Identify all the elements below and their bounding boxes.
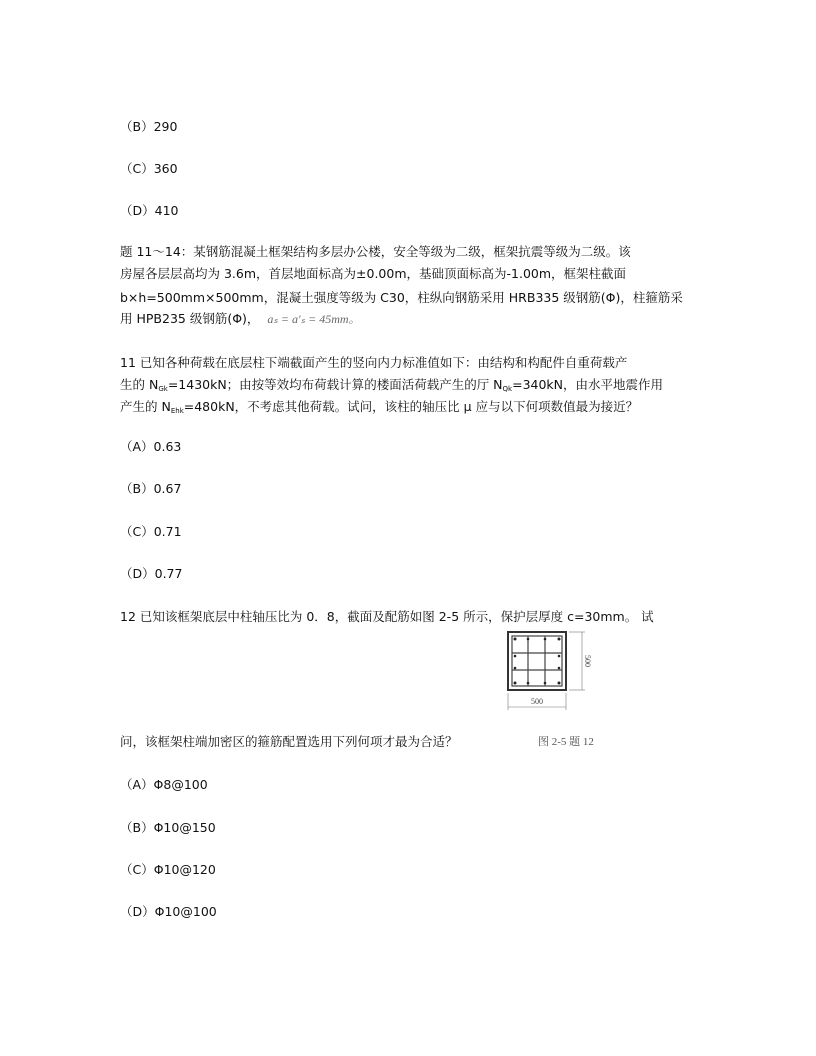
figure-caption: 图 2-5 题 12: [538, 736, 594, 748]
q11-option-d: （D）0.77: [120, 566, 183, 581]
q11-option-a: （A）0.63: [120, 439, 182, 454]
q12-option-b: （B）Φ10@150: [120, 820, 216, 835]
q11-option-b: （B）0.67: [120, 481, 182, 496]
option-c: （C）360: [120, 161, 178, 176]
q11-line: 11 已知各种荷载在底层柱下端截面产生的竖向内力标准值如下：由结构和构配件自重荷载产: [120, 355, 628, 370]
q12-option-d: （D）Φ10@100: [120, 904, 217, 919]
intro-line: 房屋各层层高均为 3.6m，首层地面标高为±0.00m，基础顶面标高为-1.00m，框架柱截面: [120, 266, 627, 281]
q11-line: 生的 $N_{Gk}=1430kN$；由按等效均布荷载计算的楼面活荷载产生的厅 $N_{Qk}=340kN$，由水平地震作用: [120, 377, 664, 393]
formula: aₛ = a′ₛ = 45mm。: [267, 312, 361, 326]
dim-vertical: 500: [583, 655, 592, 667]
q11-line: 产生的 $N_{Ehk}=480kN$，不考虑其他荷载。试问，该柱的轴压比 μ 应与以下何项数值最为接近？: [120, 399, 639, 415]
intro-line: 题 11～14：某钢筋混凝土框架结构多层办公楼，安全等级为二级，框架抗震等级为二级。该: [120, 244, 631, 259]
intro-text: 用 HPB235 级钢筋(Φ)，: [120, 311, 260, 326]
option-b: （B）290: [120, 119, 178, 134]
q11-option-c: （C）0.71: [120, 524, 182, 539]
q12-line: 12 已知该框架底层中柱轴压比为 0．8，截面及配筋如图 2-5 所示，保护层厚度 c=30mm。 试: [120, 609, 654, 624]
section-figure: [505, 630, 605, 720]
intro-line: b×h=500mm×500mm，混凝土强度等级为 C30，柱纵向钢筋采用 HRB335 级钢筋(Φ)，柱箍筋采: [120, 290, 683, 305]
q12-line: 问，该框架柱端加密区的箍筋配置选用下列何项才最为合适？: [120, 734, 458, 749]
q12-option-a: （A）Φ8@100: [120, 777, 208, 792]
q12-option-c: （C）Φ10@120: [120, 862, 216, 877]
option-d: （D）410: [120, 203, 179, 218]
intro-line: [120, 311, 361, 327]
dim-horizontal: 500: [531, 697, 543, 706]
